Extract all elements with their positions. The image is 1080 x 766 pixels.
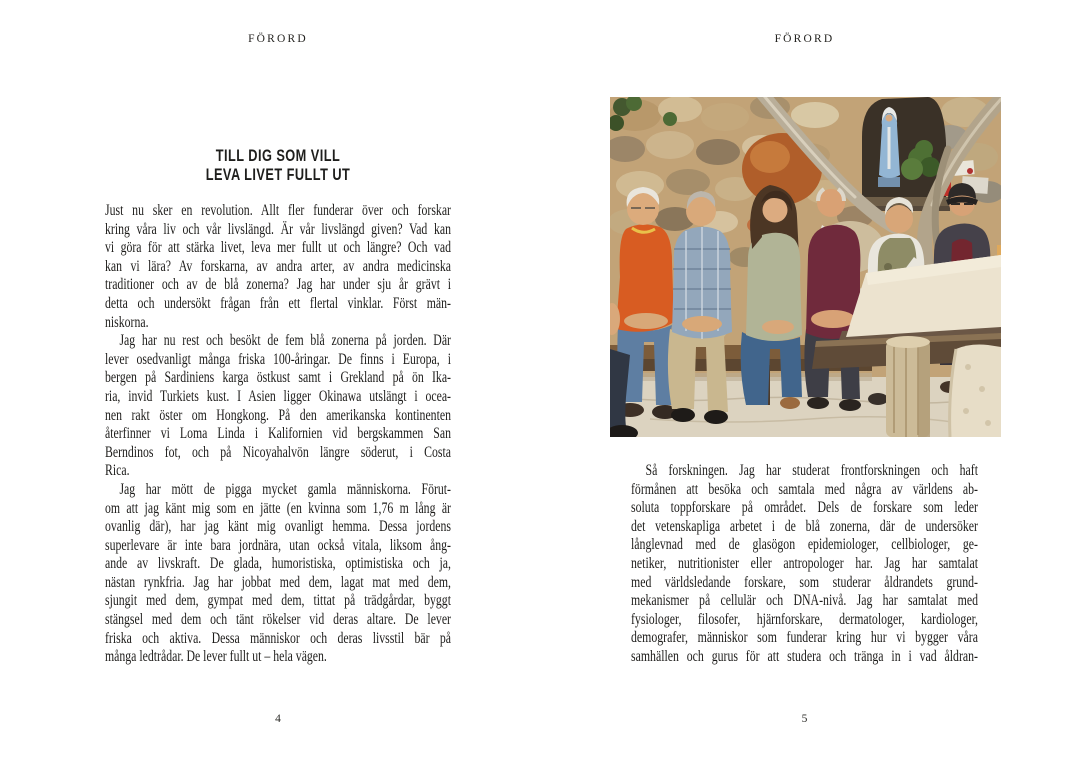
body-text-line: vi göra för att stärka livet, leva mer fullt ut och längre? Och vad [105,239,451,257]
stone-pillar [950,345,1001,438]
body-text-line: traditioner och av de blå zonerna? Jag har under sju år grävt i [105,276,451,294]
running-head-left: FÖRORD [248,33,308,45]
body-text-line: många ledtrådar. De lever fullt ut – hela vägen. [105,648,327,666]
body-text-line: med världsledande forskare, som studerar åldrandets grund- [631,573,978,591]
body-text-line: demografer, människor som funderar kring hur vi bygger våra [631,629,978,647]
body-text-line: ovanlig där), har jag känt mig ovanligt hemma. Dessa jordens [105,518,451,536]
photo-blue-zone-group [610,97,1001,437]
body-text-left [105,202,451,667]
body-text-line: superlevare är inte bara jordnära, utan också vitala, liksom ång- [105,536,451,554]
log-table-leg [886,336,930,437]
body-text-line: detta och undersökt frågan från ett flertal vinklar. Först män- [105,294,451,312]
body-text-line: Så forskningen. Jag har studerat frontforskningen och haft [645,462,978,479]
page-number-right: 5 [801,713,808,725]
body-text-line: kring våra liv och vår livslängd. Är vår livslängd given? Vad kan [105,220,451,238]
chapter-title [105,147,451,185]
body-text-line: friska och aktiva. Dessa människor och deras livsstil bär på [105,629,451,647]
body-text-line: soluta toppforskare på området. Dels de forskare som leder [631,499,978,517]
body-text-line: Jag har mött de pigga mycket gamla människorna. Förut- [119,480,451,498]
body-text-right [631,462,978,667]
body-text-line: förmånen att besöka och samtala med några av världens ab- [631,480,978,498]
body-text-line: kan vi lära? Av forskarna, av andra arter, av andra medicinska [105,257,451,275]
body-text-line: om att jag känt mig som en jätte (en kvinna som 1,76 m lång är [105,499,451,517]
body-text-line: fysiologer, filosofer, hjärnforskare, dermatologer, kardiologer, [631,610,978,628]
body-text-line: stängsel med dem och tänt rökelser vid deras altare. De lever [105,611,451,629]
body-text-line: det vetenskapliga arbetet i de blå zonerna, där de undersöker [631,517,978,535]
body-text-line: mekanismer på cellulär och DNA-nivå. Jag har samtalat med [631,592,978,610]
body-text-line: Jag har nu rest och besökt de fem blå zonerna på jorden. Där [119,332,451,350]
body-text-line: samhällen och gurus för att studera och tränga in i vad åldran- [631,647,978,665]
body-text-line: Rica. [105,462,130,480]
body-text-line: nästan rynkfria. Jag har jobbat med dem, lagat mat med dem, [105,573,451,591]
body-text-line: lever osedvanligt många friska 100-åringar. De finns i Europa, i [105,350,451,368]
body-text-line: nen rakt öster om Hongkong. På den amerikanska kontinenten [105,406,451,424]
body-text-line: återfinner vi Loma Linda i Kalifornien vid bergskammen San [105,425,451,443]
body-text-line: långlevnad med de glasögon epidemiologer, cellbiologer, ge- [631,536,978,554]
body-text-line: ande av livskraft. De glada, humoristiska, optimistiska och ja, [105,555,451,573]
body-text-line: Berndinos fot, och på Nicoyahalvön längre söderut, i Costa [105,443,451,461]
chapter-title-line-2: LEVA LIVET FULLT UT [205,164,351,184]
chapter-title-line-1: TILL DIG SOM VILL [215,146,341,165]
body-text-line: Just nu sker en revolution. Allt fler funderar över och forskar [105,202,451,219]
body-text-line: netiker, nutritionister eller antropologer har. Jag har samtalat [631,554,978,572]
body-text-line: niskorna. [105,313,149,331]
running-head-right: FÖRORD [774,33,835,45]
body-text-line: ria, invid Turkiets kust. I Asien ligger Okinawa utslängt i ocea- [105,387,451,405]
body-text-line: sjungit med dem, gympat med dem, tittat på trädgårdar, byggt [105,592,451,610]
body-text-line: bergen på Sardiniens karga östkust samt i Grekland på ön Ika- [105,369,451,387]
page-number-left: 4 [275,713,281,725]
